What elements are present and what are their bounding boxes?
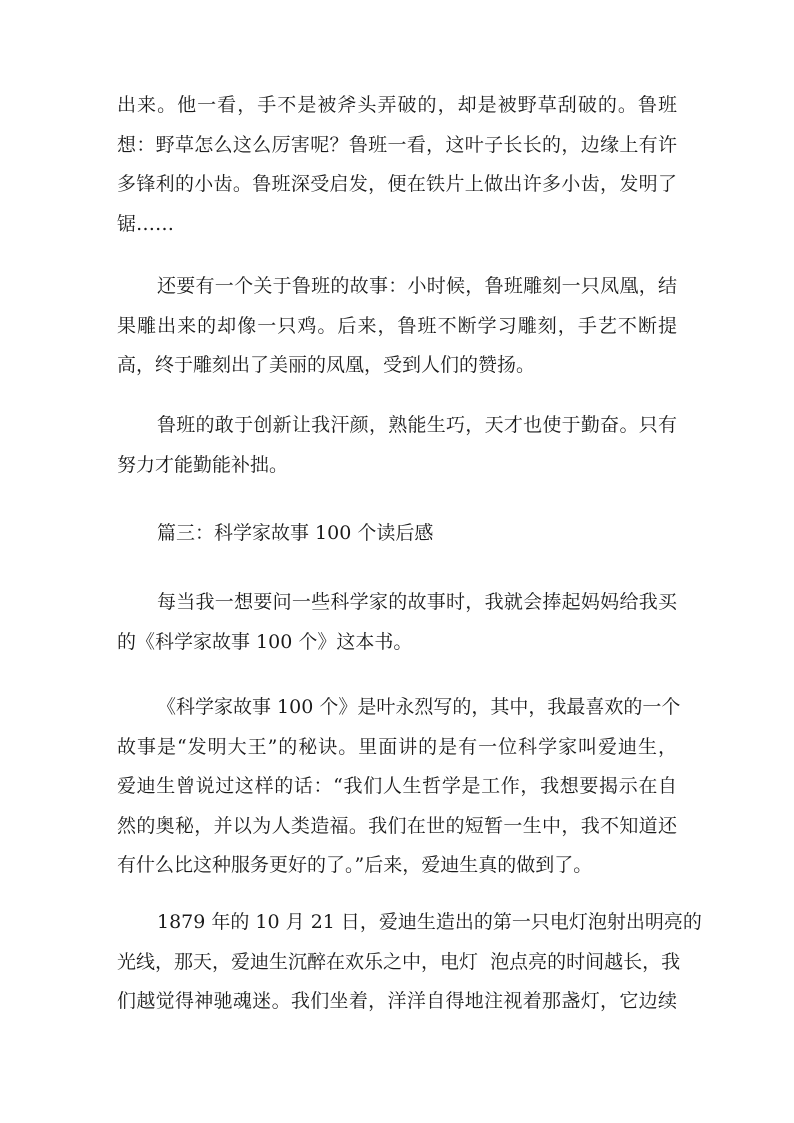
paragraph-line: 光线，那天，爱迪生沉醉在欢乐之中，电灯 泡点亮的时间越长，我	[117, 950, 681, 973]
paragraph-line: 然的奥秘，并以为人类造福。我们在世的短暂一生中，我不知道还	[117, 814, 677, 837]
paragraph-line: 高，终于雕刻出了美丽的凤凰，受到人们的赞扬。	[117, 354, 536, 376]
paragraph-line: 努力才能勤能补拙。	[117, 453, 289, 476]
paragraph-line: 每当我一想要问一些科学家的故事时，我就会捧起妈妈给我买	[157, 591, 677, 613]
paragraph-5	[117, 583, 677, 662]
paragraph-line: 想：野草怎么这么厉害呢？鲁班一看，这叶子长长的，边缘上有许	[117, 133, 677, 156]
paragraph-line: 1879 年的 10 月 21 日，爱迪生造出的第一只电灯泡射出明亮的	[157, 911, 702, 933]
paragraph-7	[117, 903, 702, 1022]
paragraph-line: 锯……	[117, 212, 175, 235]
paragraph-line: 鲁班的敢于创新让我汗颜，熟能生巧，天才也使于勤奋。只有	[157, 414, 677, 436]
paragraph-line: 多锋利的小齿。鲁班深受启发，便在铁片上做出许多小齿，发明了	[117, 173, 677, 195]
paragraph-line: 故事是“发明大王”的秘诀。里面讲的是有一位科学家叫爱迪生，	[117, 735, 677, 758]
paragraph-line: 果雕出来的却像一只鸡。后来，鲁班不断学习雕刻，手艺不断提	[117, 314, 677, 337]
paragraph-line: 出来。他一看，手不是被斧头弄破的，却是被野草刮破的。鲁班	[117, 94, 677, 116]
paragraph-line: 还要有一个关于鲁班的故事：小时候，鲁班雕刻一只凤凰，结	[157, 275, 677, 297]
section-heading-text: 篇三：科学家故事 100 个读后感	[157, 522, 434, 544]
section-heading	[117, 514, 677, 554]
paragraph-line: 有什么比这种服务更好的了。”后来，爱迪生真的做到了。	[117, 854, 593, 876]
paragraph-line: 《科学家故事 100 个》是叶永烈写的，其中，我最喜欢的一个	[157, 696, 681, 718]
paragraph-6	[117, 688, 681, 886]
paragraph-2	[117, 267, 677, 386]
paragraph-line: 的《科学家故事 100 个》这本书。	[117, 630, 413, 653]
paragraph-1	[117, 86, 677, 244]
paragraph-line: 们越觉得神驰魂迷。我们坐着，洋洋自得地注视着那盏灯，它边续	[117, 990, 677, 1012]
paragraph-line: 爱迪生曾说过这样的话：“我们人生哲学是工作，我想要揭示在自	[117, 775, 677, 797]
paragraph-3	[117, 406, 677, 485]
